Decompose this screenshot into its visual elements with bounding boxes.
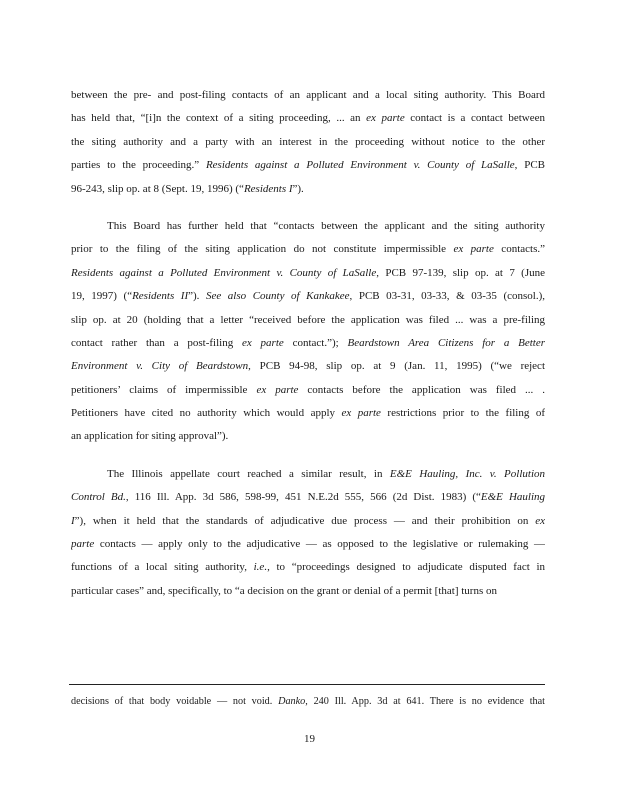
- italic-text-run: ex parte: [453, 243, 494, 256]
- italic-text-run: See also County of Kankakee: [205, 290, 350, 303]
- text-run: ”).: [292, 182, 304, 195]
- text-run: , PCB 97-139, slip op. at 7 (June: [376, 266, 545, 279]
- text-line: [71, 580, 545, 603]
- paragraph-gap: [71, 201, 545, 215]
- text-line: [71, 332, 545, 355]
- text-line: [71, 379, 545, 402]
- text-run: contacts.”: [493, 243, 545, 256]
- text-run: an application for siting approval”).: [71, 430, 229, 443]
- text-run: prior to the filing of the siting application do not constitute impermissible: [71, 243, 454, 256]
- text-run: ”), when it held that the standards of adjudicative due process — and their prohibition on: [74, 514, 536, 527]
- italic-text-run: i.e.: [253, 561, 268, 574]
- text-line: [71, 178, 545, 201]
- text-line: [71, 425, 545, 448]
- italic-text-run: Environment v. City of Beardstown: [71, 360, 249, 373]
- italic-text-run: Residents against a Polluted Environment v. County of LaSalle: [71, 266, 377, 279]
- text-line: [71, 402, 545, 425]
- text-line: [71, 463, 545, 486]
- text-line: [71, 107, 545, 130]
- text-line: [71, 533, 545, 556]
- text-run: contact is a contact between: [404, 112, 545, 125]
- text-line: [71, 285, 545, 308]
- text-run: , to “proceedings designed to adjudicate disputed fact in: [267, 561, 545, 574]
- text-run: the siting authority and a party with an interest in the proceeding without notice to the other: [71, 135, 545, 148]
- italic-text-run: Residents against a Polluted Environment v. County of LaSalle: [205, 159, 515, 172]
- italic-text-run: parte: [71, 538, 95, 551]
- text-run: contacts — apply only to the adjudicative — as opposed to the legislative or rulemaking —: [94, 538, 545, 551]
- text-run: ”).: [188, 290, 206, 303]
- text-run: decisions of that body voidable — not void.: [71, 696, 279, 707]
- text-line: [71, 238, 545, 261]
- paragraph: [71, 215, 545, 449]
- text-run: The Illinois appellate court reached a similar result, in: [107, 467, 390, 480]
- text-run: particular cases” and, specifically, to “a decision on the grant or denial of a permit [that] turns on: [71, 584, 497, 597]
- text-line: [71, 84, 545, 107]
- italic-text-run: ex parte: [366, 112, 405, 125]
- italic-text-run: I: [71, 514, 75, 527]
- text-run: , 240 Ill. App. 3d at 641. There is no evidence that: [305, 696, 545, 707]
- body-text: [71, 84, 545, 603]
- text-run: , PCB 03-31, 03-33, & 03-35 (consol.),: [349, 290, 545, 303]
- italic-text-run: ex parte: [341, 407, 381, 420]
- text-run: functions of a local siting authority,: [71, 561, 254, 574]
- paragraph: [71, 463, 545, 603]
- footnote-continuation: [71, 695, 545, 709]
- italic-text-run: ex parte: [256, 383, 299, 396]
- footnote-divider: [69, 684, 545, 685]
- text-run: contacts before the application was filed ... .: [298, 383, 545, 396]
- text-run: petitioners’ claims of impermissible: [71, 383, 257, 396]
- italic-text-run: Residents II: [132, 290, 189, 303]
- text-run: , 116 Ill. App. 3d 586, 598-99, 451 N.E.2d 555, 566 (2d Dist. 1983) (“: [125, 491, 481, 504]
- text-run: This Board has further held that “contacts between the applicant and the siting authority: [107, 219, 545, 232]
- text-run: parties to the proceeding.”: [71, 159, 206, 172]
- text-run: contact.”);: [283, 336, 348, 349]
- text-run: 96-243, slip op. at 8 (Sept. 19, 1996) (“: [71, 182, 244, 195]
- italic-text-run: Danko: [278, 696, 306, 707]
- text-line: [71, 355, 545, 378]
- italic-text-run: Beardstown Area Citizens for a Better: [347, 336, 545, 349]
- italic-text-run: E&E Hauling, Inc. v. Pollution: [389, 467, 545, 480]
- text-run: Petitioners have cited no authority which would apply: [71, 407, 342, 420]
- text-run: 19, 1997) (“: [71, 290, 133, 303]
- text-line: [71, 510, 545, 533]
- text-line: [71, 486, 545, 509]
- text-line: [71, 309, 545, 332]
- text-line: [71, 215, 545, 238]
- text-line: [71, 556, 545, 579]
- page-number: 19: [304, 733, 315, 745]
- text-run: slip op. at 20 (holding that a letter “received before the application was filed ... was a pre-filing: [71, 313, 545, 326]
- text-line: [71, 131, 545, 154]
- italic-text-run: Control Bd.: [71, 491, 126, 504]
- paragraph-gap: [71, 449, 545, 463]
- italic-text-run: ex parte: [242, 336, 284, 349]
- paragraph: [71, 84, 545, 201]
- italic-text-run: Residents I: [243, 182, 293, 195]
- text-run: , PCB: [514, 159, 545, 172]
- text-run: , PCB 94-98, slip op. at 9 (Jan. 11, 1995) (“we reject: [248, 360, 545, 373]
- text-run: restrictions prior to the filing of: [380, 407, 545, 420]
- text-run: contact rather than a post-filing: [71, 336, 242, 349]
- text-line: [71, 262, 545, 285]
- italic-text-run: ex: [535, 514, 545, 527]
- italic-text-run: E&E Hauling: [480, 491, 545, 504]
- text-run: has held that, “[i]n the context of a siting proceeding, ... an: [71, 112, 367, 125]
- text-line: [71, 154, 545, 177]
- text-run: between the pre- and post-filing contacts of an applicant and a local siting authority. This Board: [71, 89, 545, 101]
